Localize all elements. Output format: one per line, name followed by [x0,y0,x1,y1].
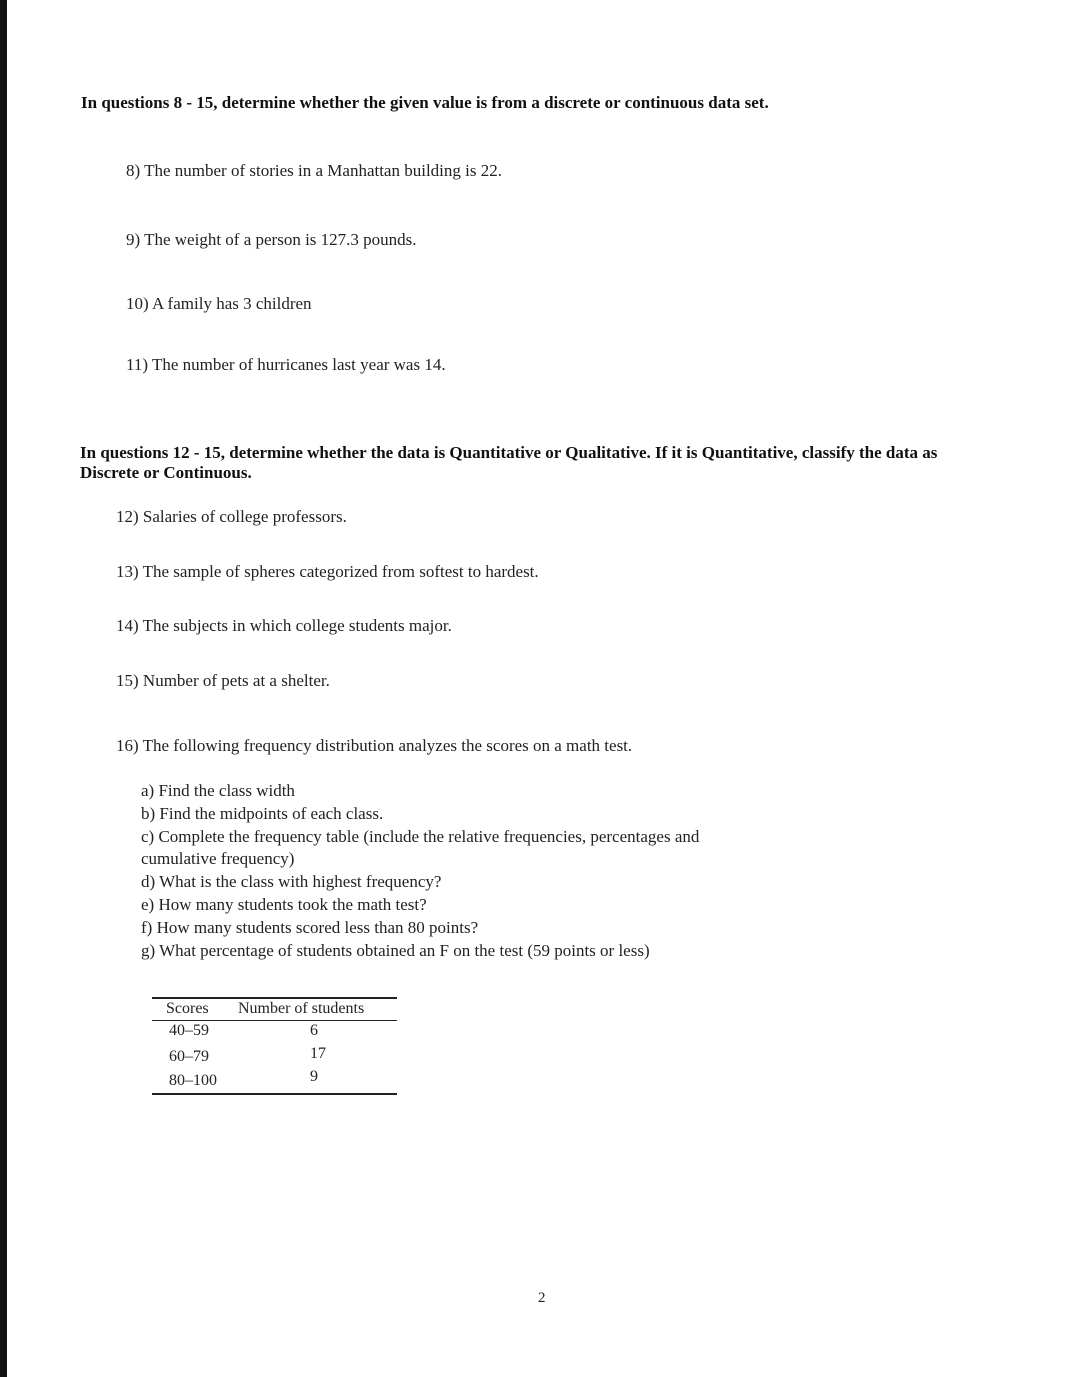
table-cell-count: 9 [310,1068,318,1085]
question-12: 12) Salaries of college professors. [116,507,347,526]
table-cell-score: 80–100 [169,1072,217,1089]
part-c: c) Complete the frequency table (include the relative frequencies, percentages and [141,826,700,846]
table-bottom-rule [152,1093,397,1095]
question-16: 16) The following frequency distribution analyzes the scores on a math test. [116,736,633,755]
table-cell-score: 60–79 [169,1048,209,1065]
page-edge [0,0,7,1377]
question-16-parts [141,780,699,962]
table-top-rule [152,997,397,999]
part-g: g) What percentage of students obtained an F on the test (59 points or less) [141,940,650,960]
part-d: d) What is the class with highest frequency? [141,872,442,892]
part-c-continued: cumulative frequency) [141,849,295,869]
question-10: 10) A family has 3 children [126,294,312,313]
section-heading-quant-qual-line2: Discrete or Continuous. [80,463,252,482]
question-8: 8) The number of stories in a Manhattan building is 22. [126,161,502,180]
table-cell-count: 17 [310,1045,326,1062]
table-header-scores: Scores [166,1000,209,1017]
table-header-students: Number of students [238,1000,365,1017]
question-15: 15) Number of pets at a shelter. [116,671,330,690]
question-9: 9) The weight of a person is 127.3 pounds. [126,230,417,249]
table-header-rule [152,1020,397,1021]
part-f: f) How many students scored less than 80 points? [141,917,479,937]
section-heading-quant-qual: In questions 12 - 15, determine whether the data is Quantitative or Qualitative. If it is Quantitative, classify the data as [80,443,938,462]
page-number: 2 [538,1290,546,1306]
question-11: 11) The number of hurricanes last year was 14. [126,355,446,374]
part-e: e) How many students took the math test? [141,894,427,914]
table-cell-count: 6 [310,1022,318,1039]
table-cell-score: 40–59 [169,1022,209,1039]
part-a: a) Find the class width [141,781,295,800]
section-heading-discrete-continuous: In questions 8 - 15, determine whether the given value is from a discrete or continuous data set. [81,93,769,112]
part-b: b) Find the midpoints of each class. [141,803,384,823]
question-13: 13) The sample of spheres categorized from softest to hardest. [116,562,539,581]
question-14: 14) The subjects in which college students major. [116,616,452,635]
